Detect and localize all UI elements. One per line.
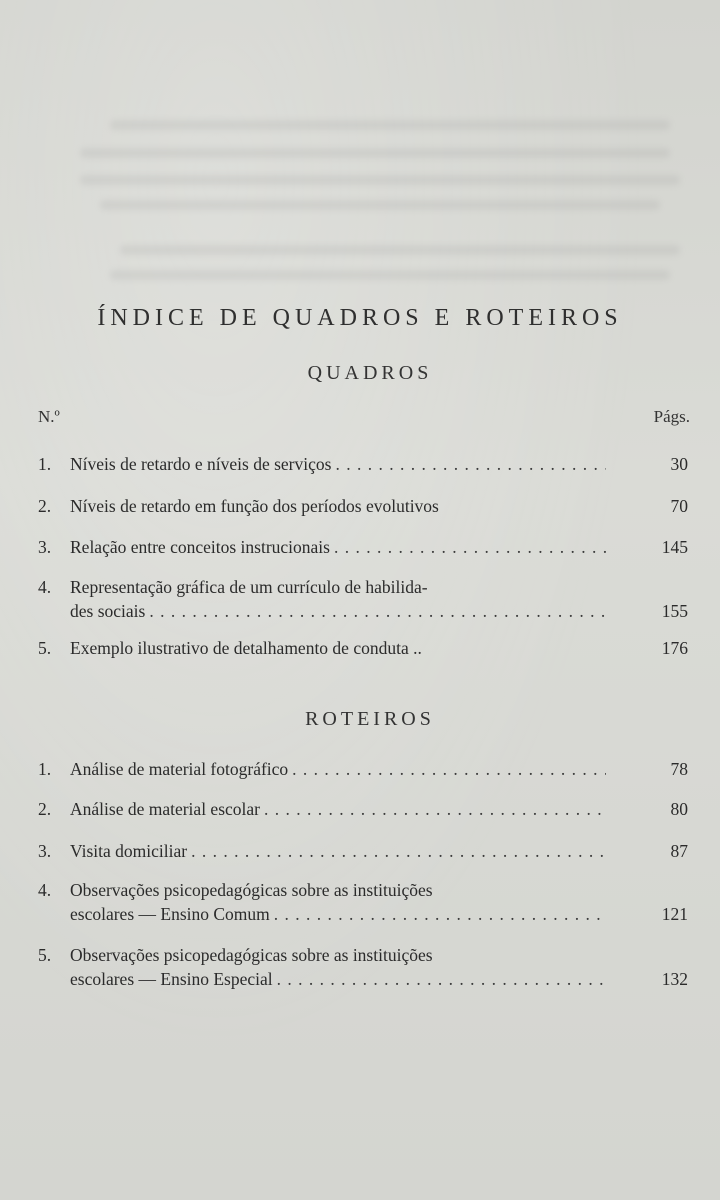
index-title: ÍNDICE DE QUADROS E ROTEIROS — [97, 305, 623, 331]
item-page-number: 87 — [670, 841, 688, 861]
item-title: Níveis de retardo em função dos períodos evolutivos — [70, 496, 439, 516]
list-item — [38, 943, 688, 991]
item-title: Observações psicopedagógicas sobre as instituições — [70, 945, 433, 965]
list-item — [38, 494, 688, 518]
dot-leader — [191, 839, 606, 863]
list-item — [38, 535, 688, 559]
item-page-number: 155 — [661, 601, 688, 621]
list-item — [38, 636, 688, 660]
item-title-continued: escolares — Ensino Comum — [70, 904, 270, 924]
item-page-number: 70 — [670, 496, 688, 516]
section-title-quadros: QUADROS — [307, 362, 433, 384]
dot-leader — [277, 967, 606, 991]
list-item — [38, 839, 688, 863]
list-item — [38, 757, 688, 781]
item-number: 1. — [38, 454, 52, 474]
show-through-shadow — [80, 175, 680, 185]
item-title: Representação gráfica de um currículo de habilida- — [70, 577, 428, 597]
item-number: 5. — [38, 638, 52, 658]
show-through-shadow — [110, 270, 670, 280]
dot-leader — [274, 902, 606, 926]
item-number: 4. — [38, 577, 52, 597]
item-page-number: 132 — [661, 969, 688, 989]
item-number: 3. — [38, 537, 52, 557]
list-item — [38, 452, 688, 476]
dot-leader — [334, 535, 606, 559]
show-through-shadow — [110, 120, 670, 130]
item-title: Visita domiciliar — [70, 841, 188, 861]
item-page-number: 80 — [670, 799, 688, 819]
show-through-shadow — [120, 245, 680, 255]
item-title: Exemplo ilustrativo de detalhamento de conduta .. — [70, 638, 422, 658]
item-page-number: 121 — [661, 904, 688, 924]
dot-leader — [292, 757, 606, 781]
list-item — [38, 878, 688, 926]
section-title-roteiros: ROTEIROS — [305, 708, 435, 730]
dot-leader — [149, 599, 606, 623]
item-title-continued: escolares — Ensino Especial — [70, 969, 273, 989]
item-page-number: 78 — [670, 759, 688, 779]
list-item — [38, 575, 688, 623]
item-number: 3. — [38, 841, 52, 861]
item-page-number: 176 — [661, 638, 688, 658]
item-title: Níveis de retardo e níveis de serviços — [70, 454, 332, 474]
item-number: 4. — [38, 880, 52, 900]
item-number: 1. — [38, 759, 52, 779]
item-page-number: 30 — [670, 454, 688, 474]
show-through-shadow — [80, 148, 670, 158]
dot-leader — [264, 797, 606, 821]
item-number: 5. — [38, 945, 52, 965]
item-page-number: 145 — [661, 537, 688, 557]
column-header-pages: Págs. — [653, 407, 690, 426]
list-item — [38, 797, 688, 821]
show-through-shadow — [100, 200, 660, 210]
item-title: Análise de material fotográfico — [70, 759, 289, 779]
item-title: Observações psicopedagógicas sobre as instituições — [70, 880, 433, 900]
column-header-number: N.º — [38, 407, 60, 426]
item-title: Relação entre conceitos instrucionais — [70, 537, 330, 557]
item-number: 2. — [38, 799, 52, 819]
dot-leader — [335, 452, 606, 476]
item-number: 2. — [38, 496, 52, 516]
item-title: Análise de material escolar — [70, 799, 260, 819]
item-title-continued: des sociais — [70, 601, 146, 621]
